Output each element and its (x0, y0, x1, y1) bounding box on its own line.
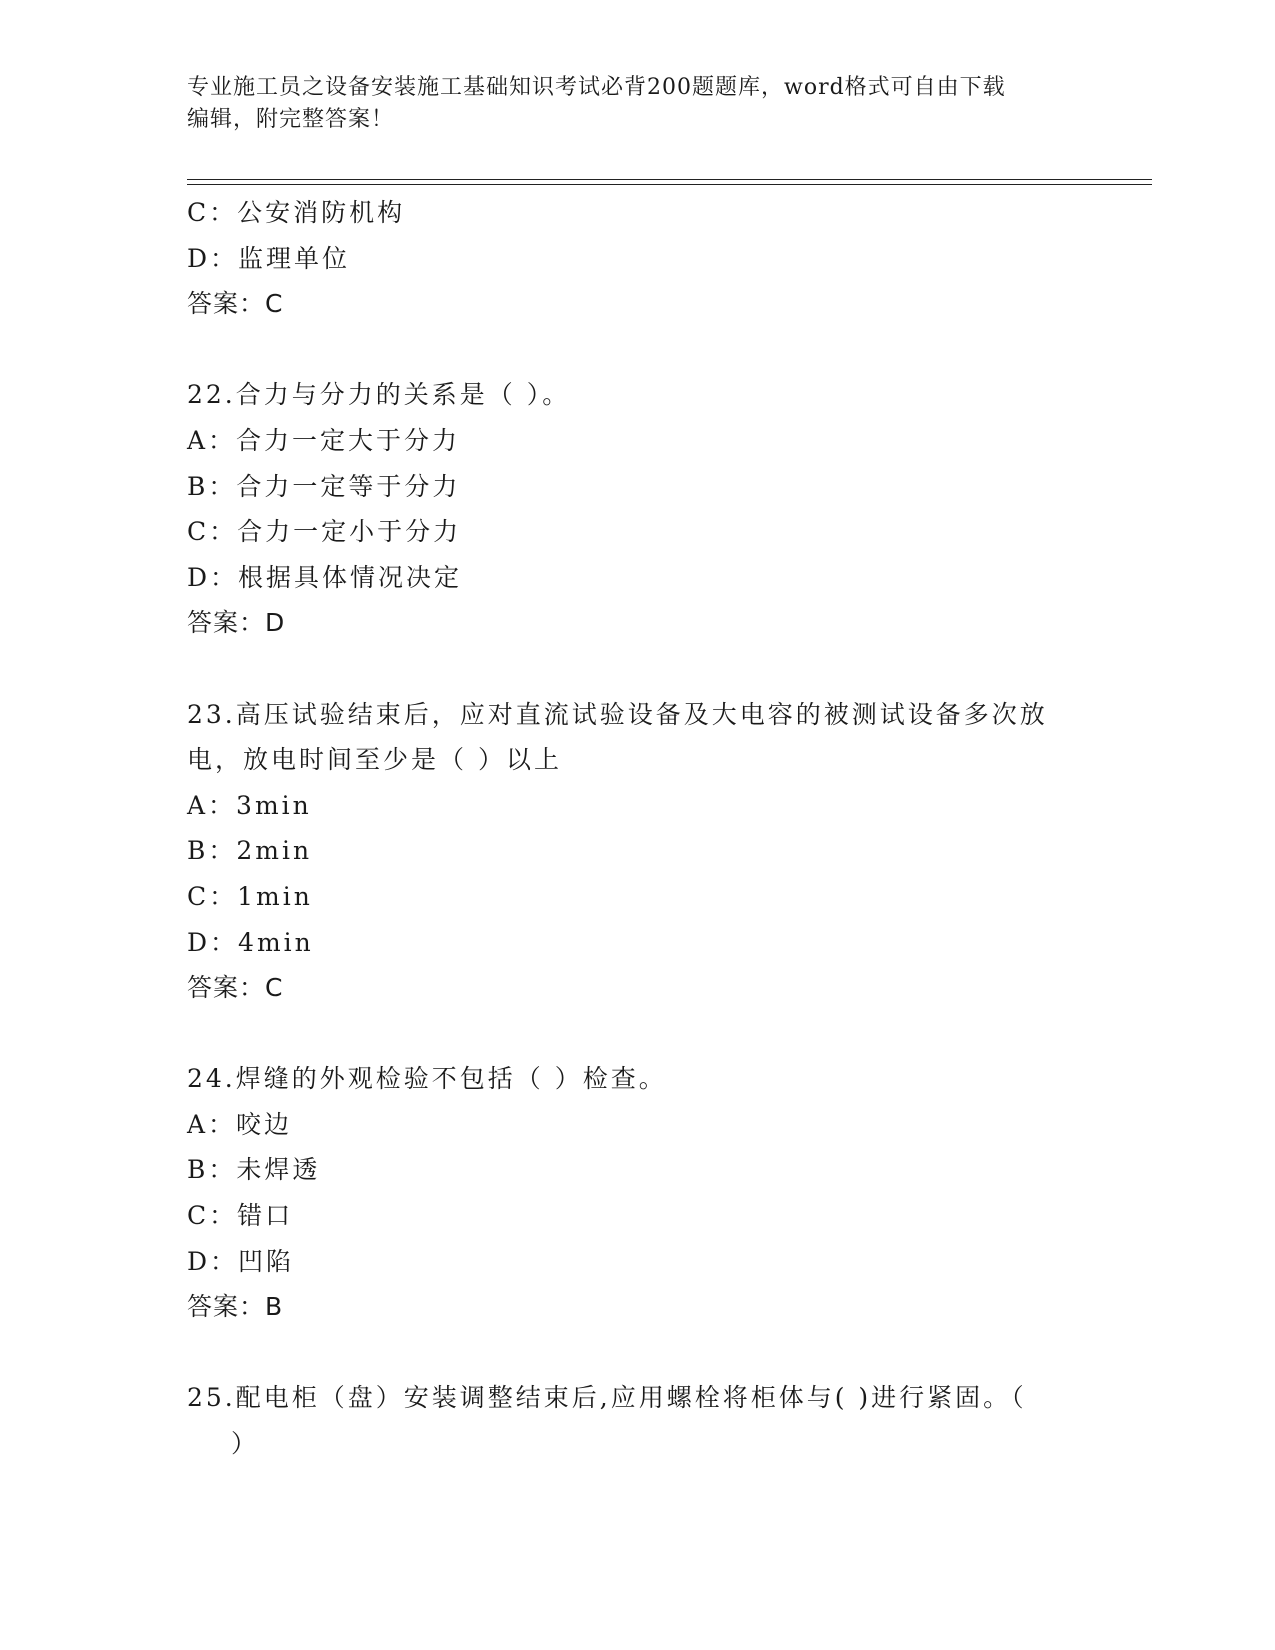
answer: 答案：D (187, 608, 286, 638)
document-header (187, 72, 1067, 136)
spacer (187, 327, 1087, 373)
option-c: C：1min (187, 881, 313, 911)
spacer (187, 646, 1087, 692)
question-text-line-1: 23.高压试验结束后，应对直流试验设备及大电容的被测试设备多次放 (187, 699, 1048, 729)
option-b: B：2min (187, 836, 313, 866)
option-d: D：监理单位 (187, 243, 351, 273)
question-text: 24.焊缝的外观检验不包括（ ）检查。 (187, 1064, 667, 1094)
question-text: 22.合力与分力的关系是（ ）。 (187, 380, 571, 410)
option-d: D：根据具体情况决定 (187, 562, 463, 592)
answer: 答案：B (187, 1292, 284, 1322)
question-text-line-1: 25.配电柜（盘）安装调整结束后,应用螺栓将柜体与( )进行紧固。（ (187, 1383, 1027, 1413)
answer: 答案：C (187, 973, 284, 1003)
spacer (187, 1330, 1087, 1376)
option-a: A：3min (187, 790, 312, 820)
option-c: C：合力一定小于分力 (187, 517, 462, 547)
question-23 (187, 692, 1087, 1011)
header-line-1: 专业施工员之设备安装施工基础知识考试必背200题题库，word格式可自由下载 (187, 75, 1006, 100)
header-line-2: 编辑，附完整答案！ (187, 107, 395, 132)
option-b: B：未焊透 (187, 1155, 321, 1185)
option-d: D：4min (187, 927, 314, 957)
question-text-line-2: 电，放电时间至少是（ ）以上 (187, 745, 562, 775)
option-a: A：合力一定大于分力 (187, 425, 461, 455)
question-24 (187, 1056, 1087, 1330)
option-d: D：凹陷 (187, 1246, 295, 1276)
question-22 (187, 372, 1087, 646)
question-25 (187, 1375, 1087, 1466)
header-divider-top (187, 179, 1152, 180)
answer: 答案：C (187, 289, 284, 319)
option-c: C：错口 (187, 1201, 294, 1231)
header-divider-bottom (187, 184, 1152, 185)
question-list (187, 190, 1087, 1467)
question-21 (187, 190, 1087, 327)
option-b: B：合力一定等于分力 (187, 471, 461, 501)
option-a: A：咬边 (187, 1109, 293, 1139)
spacer (187, 1011, 1087, 1057)
question-text-line-2: ） (231, 1429, 260, 1459)
option-c: C：公安消防机构 (187, 198, 406, 227)
